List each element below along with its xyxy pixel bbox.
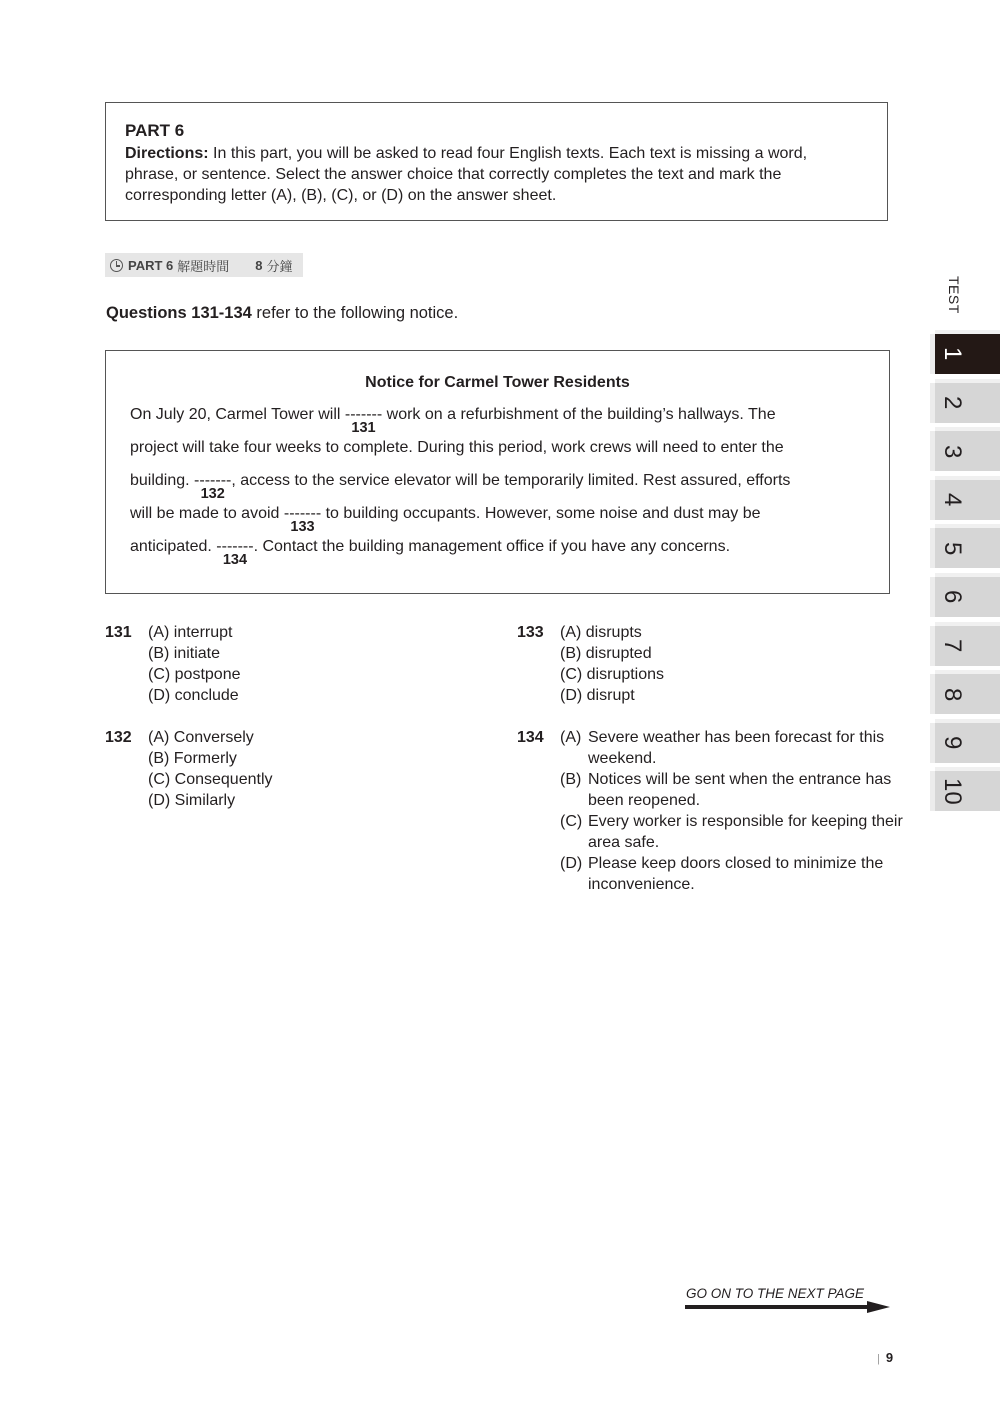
question-number: 133 [517,624,544,641]
option-b[interactable]: (B) initiate [148,645,221,662]
notice-line: building. ------- 132 , access to the service elevator will be temporarily limited. Rest assured, efforts [130,472,791,502]
question-number: 132 [105,729,132,746]
page-separator: | [877,1353,880,1365]
page-number: | 9 [877,1350,894,1365]
option-c[interactable]: (C) Consequently [148,771,273,788]
timer-unit: 分鐘 [266,258,293,274]
questions-intro [106,304,458,323]
directions-text [125,143,867,206]
go-on-next-page-text: GO ON TO THE NEXT PAGE [686,1286,865,1301]
blank-134: ------- 134 [216,538,254,568]
tab-test-10[interactable]: 10 [935,767,1000,811]
option-d[interactable]: (D) Please keep doors closed to minimize the inconvenience. [560,855,884,893]
timer-badge [105,253,303,277]
directions-line-2: phrase, or sentence. Select the answer choice that correctly completes the text and mark the [125,166,782,183]
option-a[interactable]: (A) Conversely [148,729,254,746]
test-label: TEST [946,276,962,314]
tab-test-2[interactable]: 2 [935,379,1000,423]
question-number: 134 [517,729,544,746]
option-b[interactable]: (B) Notices will be sent when the entrance has been reopened. [560,771,892,809]
blank-number: 133 [290,519,315,535]
directions-label: Directions: [125,145,209,162]
notice-line: On July 20, Carmel Tower will ------- 131 work on a refurbishment of the building’s hallways. The [130,406,776,436]
notice-box [105,350,890,594]
option-d[interactable]: (D) disrupt [560,687,635,704]
questions-intro-text: refer to the following notice. [251,304,459,322]
blank-number: 132 [200,486,225,502]
option-a[interactable]: (A) interrupt [148,624,233,641]
timer-time-label: 解題時間 [177,258,230,274]
directions-line-3: corresponding letter (A), (B), (C), or (D) on the answer sheet. [125,187,557,204]
option-c[interactable]: (C) Every worker is responsible for keeping their area safe. [560,813,903,851]
tab-test-6[interactable]: 6 [935,573,1000,617]
option-d[interactable]: (D) Similarly [148,792,236,809]
part-title: PART 6 [125,121,185,140]
notice-title: Notice for Carmel Tower Residents [365,374,630,391]
questions-range: Questions 131-134 [106,304,252,322]
notice-line: project will take four weeks to complete. During this period, work crews will need to enter the [130,439,784,456]
option-a[interactable]: (A) disrupts [560,624,642,641]
blank-number: 134 [222,552,248,568]
tab-test-9[interactable]: 9 [935,719,1000,763]
blank-131: ------- 131 [344,406,383,436]
tab-test-8[interactable]: 8 [935,670,1000,714]
blank-number: 131 [351,420,376,436]
blank-133: ------- 133 [283,505,322,535]
option-b[interactable]: (B) disrupted [560,645,652,662]
timer-part-label: PART 6 [128,257,174,273]
arrow-right-icon [685,1301,891,1313]
clock-icon [110,259,123,272]
option-c[interactable]: (C) postpone [148,666,241,683]
option-c[interactable]: (C) disruptions [560,666,665,683]
option-a[interactable]: (A) Severe weather has been forecast for this weekend. [560,729,885,767]
tab-test-1[interactable]: 1 [935,330,1000,374]
tab-test-7[interactable]: 7 [935,622,1000,666]
blank-132: ------- 132 [194,472,232,502]
tab-test-5[interactable]: 5 [935,524,1000,568]
tab-test-3[interactable]: 3 [935,427,1000,471]
directions-line-1: In this part, you will be asked to read four English texts. Each text is missing a word, [208,145,808,162]
timer-minutes: 8 [255,257,263,273]
tab-test-4[interactable]: 4 [935,476,1000,520]
notice-line: will be made to avoid ------- 133 to building occupants. However, some noise and dust may be [130,505,761,535]
directions-box [105,102,888,221]
question-number: 131 [105,624,132,641]
option-b[interactable]: (B) Formerly [148,750,237,767]
option-d[interactable]: (D) conclude [148,687,239,704]
notice-line: anticipated. ------- 134 . Contact the building management office if you have any concerns. [130,538,731,568]
